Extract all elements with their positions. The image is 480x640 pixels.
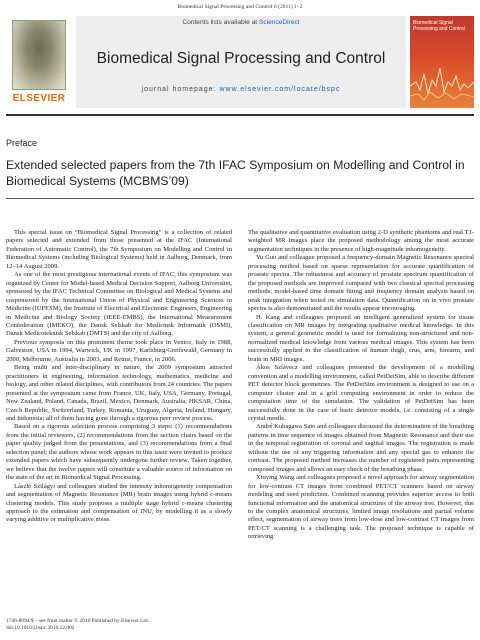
body-paragraph: Based on a rigorous selection process comprising 3 steps: (1) recommendations from the initial reviewers, (2) recommendations from the section chairs based on the paper quality judged from the presentations, and (3) recommendations from a final selection panel; the authors whose work appears in this issue were invited to produce extended papers which have subsequently undergone further review. Taken together, we believe that the twelve papers will constitute a valuable source of information on the state of the art in Biomedical Signal Processing.: [6, 423, 232, 482]
masthead-divider: [6, 114, 474, 116]
body-paragraph: As one of the most prestigious international events of IFAC, this symposium was organized by Center for Model-based Medical Decision Support, Aalborg Universitet, sponsored by the IFAC Technical Committee on Biological and Medical Systems and cosponsored by the International Union of Physical and Engineering Sciences in Medicine (IUPESM), the Institute of Electrical and Electronic Engineers, Engineering in Medicine and Biology Society (IEEE-EMBS), the International Measurement Confederation (IMEKO), the Dansk Selskab for Medicinsk Informatik (DSMI), Dansk Medicoteknisk Selskab (DMTS) and the city of Aalborg.: [6, 271, 232, 338]
body-paragraph: Yu Guo and colleague proposed a frequency-domain Magnetic Resonance spectral processing method based on sparse representation for accurate quantification of prostate spectra. The robustness and accuracy of prostate spectrum quantification of the proposed methods are improved compared with two classical spectral processing methods: model-based time domain fitting and frequency domain analysis based on peak integration when tested on simulation data. Quantification on in vivo prostate spectra is also demonstrated and the results appear encouraging.: [248, 254, 474, 313]
section-label: Preface: [6, 138, 38, 148]
masthead-center-panel: [76, 16, 406, 108]
page-footer: [6, 618, 149, 632]
sciencedirect-link[interactable]: ScienceDirect: [258, 19, 300, 26]
cover-waveform-icon: [410, 56, 474, 106]
contents-availability-line: [76, 19, 406, 26]
article-title: Extended selected papers from the 7th IFAC Symposium on Modelling and Control in Biomedical Systems (MCBMS’09): [6, 158, 465, 188]
issn-copyright-line: 1746-8094/$ – see front matter © 2010 Published by Elsevier Ltd.: [6, 618, 149, 624]
cover-title: Biomedical Signal Processing and Control: [413, 20, 465, 32]
homepage-prefix: journal homepage:: [141, 86, 220, 93]
body-paragraph: László Szilágyi and colleagues studied the intensity inhomogeneity compensation and segmentation of Magnetic Resonance (MR) brain images using hybrid c-means clustering models. This study proposes a multiple stage hybrid c-means clustering approach to the estimation and compensation of INU, by modelling it as a slowly varying additive or multiplicative noise.: [6, 482, 232, 524]
body-paragraph: Ákos Szlávecz and colleagues presented the development of a modelling convention and a modelling environment, called PetDetSim, able to describe different PET detector block geometries. The PetDetSim environment is designed to use on a computer cluster and in a grid computing environment in order to reduce the computation time of the simulation. The validation of PetDetSim has been successfully done in the case of basic detector models, i.e. consisting of a single crystal needle.: [248, 364, 474, 422]
publisher-name: ELSEVIER: [12, 93, 66, 104]
body-paragraph: H. Kang and colleagues proposed an intelligent generalized system for tissue classification on MR images by integrating qualitative medical knowledge. In this system, a general geometric model is used for formalizing non-structured and non-normalized medical knowledge from various medical images. This system has been successfully applied to the classification of human thigh, crus, arm, forearm, and brain in MRI images.: [248, 313, 474, 363]
body-paragraph: André Kubagawa Sato and colleagues discussed the determination of the breathing patterns in time sequence of images obtained from Magnetic Resonance and their use in the temporal registration of coronal and sagittal images. The registration is made without the use of any triggering information and any special gas to enhance the contrast. The proposed method increases the number of registered pairs representing composed images and allows an easy check of the breathing phase.: [248, 423, 474, 473]
elsevier-tree-emblem-icon: [12, 20, 66, 90]
title-divider: [6, 198, 474, 199]
body-paragraph: Xiuying Wang and colleagues proposed a novel approach for airway segmentation for low-contrast CT images from combined PET/CT scanners based on airway modeling and seed prediction. Combined scanning provides superior access to both functional information and the anatomical structures of the airway tree. However, due to the complex anatomical structures, limited image resolutions and partial volume effect, segmentation of airway trees from low-dose and low-contrast CT images from PET/CT scanning is a challenging task. The proposed technique is capable of retrieving: [248, 474, 474, 541]
journal-cover-thumbnail[interactable]: [410, 16, 474, 108]
elsevier-logo[interactable]: [6, 20, 72, 110]
journal-masthead: [6, 16, 474, 111]
body-right-column: [248, 229, 474, 542]
homepage-url-link[interactable]: www.elsevier.com/locate/bspc: [219, 86, 341, 93]
body-left-column: [6, 229, 232, 525]
body-paragraph: Being multi and inter-disciplinary in nature, the 2009 symposium attracted practitioners in engineering, information technology, mathematics, medicine and biology, and other related disciplines, with contributors from 24 countries. The papers presented at the symposium came from France, UK, Italy, USA, Germany, Portugal, New Zealand, Poland, Canada, Brazil, Mexico, Denmark, Australia, HKSAR, China, Czech Republic, Switzerland, Turkey, Romania, Uruguay, Algeria, Ireland, Hungary, and Indonesia; all of them having gone through a rigorous peer review process.: [6, 364, 232, 422]
journal-homepage-line: [76, 86, 406, 93]
body-paragraph: Previous symposia on this prominent theme took place in Venice, Italy in 1988, Galveston, USA in 1994, Warwick, UK in 1997, Karlsburg/Greifswald, Germany in 2000, Melbourne, Australia in 2003, and Reims, France, in 2006.: [6, 338, 232, 363]
body-paragraph: The qualitative and quantitative evaluation using 2-D synthetic phantoms and real T1-weighted MR images place the proposed methodology among the most accurate segmentation techniques in the presence of high-magnitude inhomogeneity.: [248, 229, 474, 253]
running-head: Biomedical Signal Processing and Control 6 (2011) 1–2: [177, 4, 303, 10]
body-paragraph: This special issue on “Biomedical Signal Processing” is a collection of related papers selected and extended from those presented at the IFAC (International Federation of Automatic Control), the 7th Symposium on Modelling and Control in Biomedical Systems (including Biological Systems) held in Aalborg, Denmark, from 12–14 August 2009.: [6, 229, 232, 270]
doi-line[interactable]: doi:10.1016/j.bspc.2010.12.002: [6, 625, 75, 631]
journal-title: Biomedical Signal Processing and Control: [96, 50, 386, 67]
contents-prefix: Contents lists available at: [182, 19, 259, 26]
